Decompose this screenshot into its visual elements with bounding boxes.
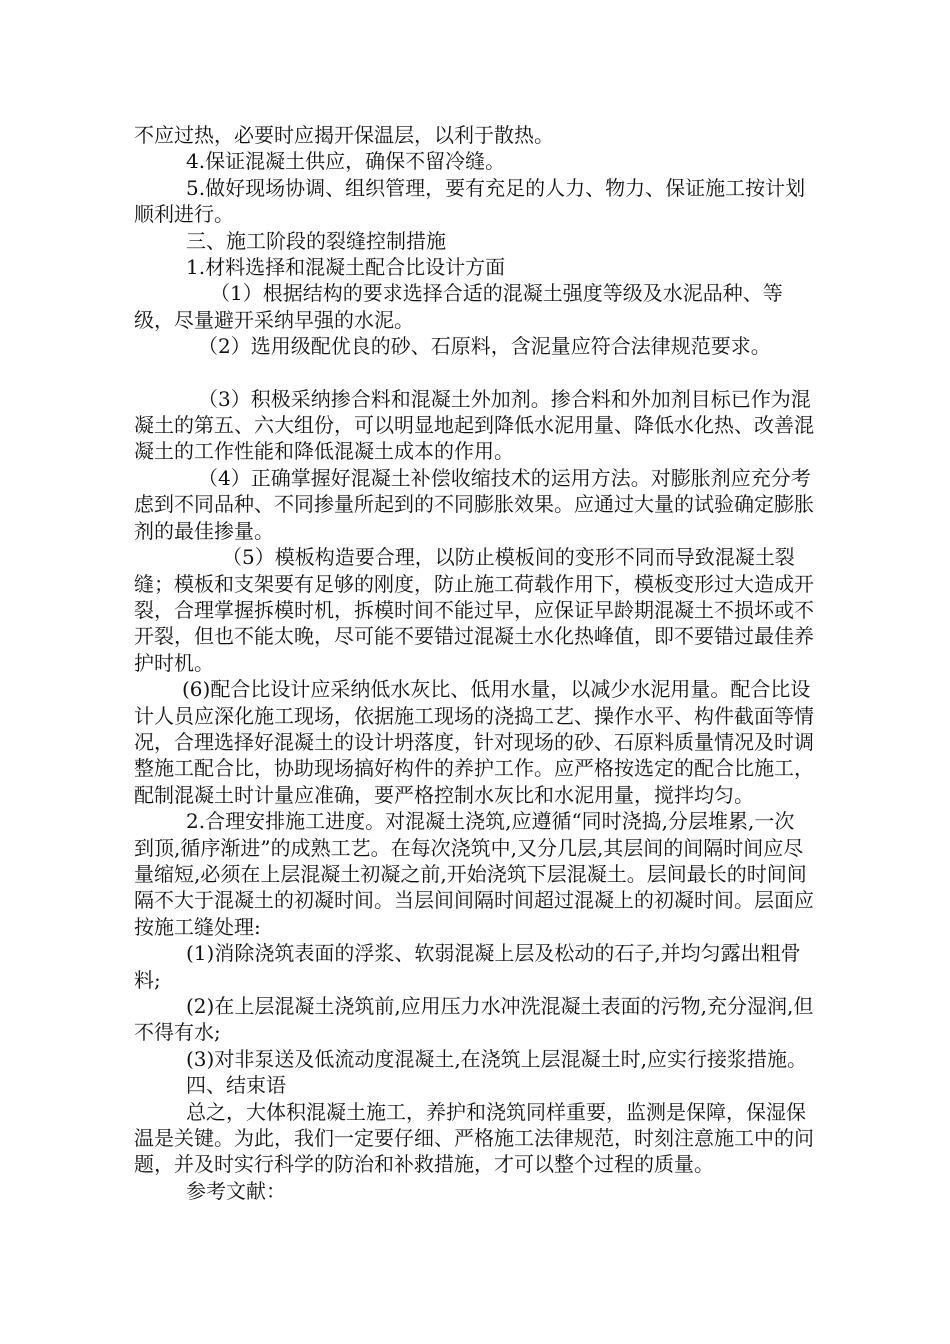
subsection-heading-1: 1.材料选择和混凝土配合比设计方面 (186, 255, 506, 280)
paragraph-item-5: 5.做好现场协调、组织管理，要有充足的人力、物力、保证施工按计划顺利进行。 (134, 175, 806, 227)
paragraph-item-2-schedule: 2.合理安排施工进度。对混凝土浇筑,应遵循“同时浇捣,分层堆累,一次到顶,循序渐进”的成熟工艺。在每次浇筑中,又分几层,其层间的间隔时间应尽量缩短,必须在上层混凝土初凝之前,开始浇筑下层混凝土。层间最长的时间间隔不大于混凝土的初凝时间。当层间间隔时间超过混凝上的初凝时间。层面应按施工缝处理: (134, 809, 814, 939)
paragraph-conclusion: 总之，大体积混凝土施工，养护和浇筑同样重要，监测是保障，保湿保温是关键。为此，我们一定要仔细、严格施工法律规范，时刻注意施工中的问题，并及时实行科学的防治和补救措施，才可以整个过程的质量。 (134, 1099, 814, 1177)
document-body (134, 122, 814, 1204)
section-heading-3: 三、施工阶段的裂缝控制措施 (186, 228, 446, 253)
paragraph-subpoint-1: (1)消除浇筑表面的浮浆、软弱混凝上层及松动的石子,并均匀露出粗骨料; (134, 941, 801, 992)
section-heading-4: 四、结束语 (186, 1073, 286, 1098)
paragraph-point-1: （1）根据结构的要求选择合适的混凝土强度等级及水泥品种、等级，尽量避开采纳早强的水泥。 (134, 281, 783, 332)
paragraph-point-4: （4）正确掌握好混凝土补偿收缩技术的运用方法。对膨胀剂应充分考虑到不同品种、不同掺量所起到的不同膨胀效果。应通过大量的试验确定膨胀剂的最佳掺量。 (134, 465, 814, 543)
paragraph-point-2: （2）选用级配优良的砂、石原料，含泥量应符合法律规范要求。 (198, 334, 771, 359)
paragraph-item-4: 4.保证混凝土供应，确保不留冷缝。 (186, 149, 506, 174)
paragraph-subpoint-2: (2)在上层混凝土浇筑前,应用压力水冲洗混凝土表面的污物,充分湿润,但不得有水; (134, 994, 814, 1045)
paragraph-point-5: （5）模板构造要合理，以防止模板间的变形不同而导致混凝土裂缝；模板和支架要有足够的刚度，防止施工荷载作用下，模板变形过大造成开裂，合理掌握拆模时机，拆模时间不能过早，应保证早龄期混凝土不损坏或不开裂，但也不能太晚，尽可能不要错过混凝土水化热峰值，即不要错过最佳养护时机。 (134, 545, 814, 675)
paragraph-cooling-note: 不应过热，必要时应揭开保温层，以利于散热。 (134, 123, 554, 147)
paragraph-point-6: (6)配合比设计应采纳低水灰比、低用水量，以减少水泥用量。配合比设计人员应深化施工现场，依据施工现场的浇捣工艺、操作水平、构件截面等情况，合理选择好混凝土的设计坍落度，针对现场的砂、石原料质量情况及时调整施工配合比，协助现场搞好构件的养护工作。应严格按选定的配合比施工，配制混凝土时计量应准确，要严格控制水灰比和水泥用量，搅拌均匀。 (134, 677, 814, 807)
paragraph-point-3: （3）积极采纳掺合料和混凝土外加剂。掺合料和外加剂目标已作为混凝土的第五、六大组份，可以明显地起到降低水泥用量、降低水化热、改善混凝土的工作性能和降低混凝土成本的作用。 (134, 386, 814, 464)
references-heading: 参考文献： (186, 1178, 286, 1203)
paragraph-subpoint-3: (3)对非泵送及低流动度混凝土,在浇筑上层混凝土时,应实行接浆措施。 (186, 1046, 808, 1071)
blank-line (134, 360, 814, 386)
